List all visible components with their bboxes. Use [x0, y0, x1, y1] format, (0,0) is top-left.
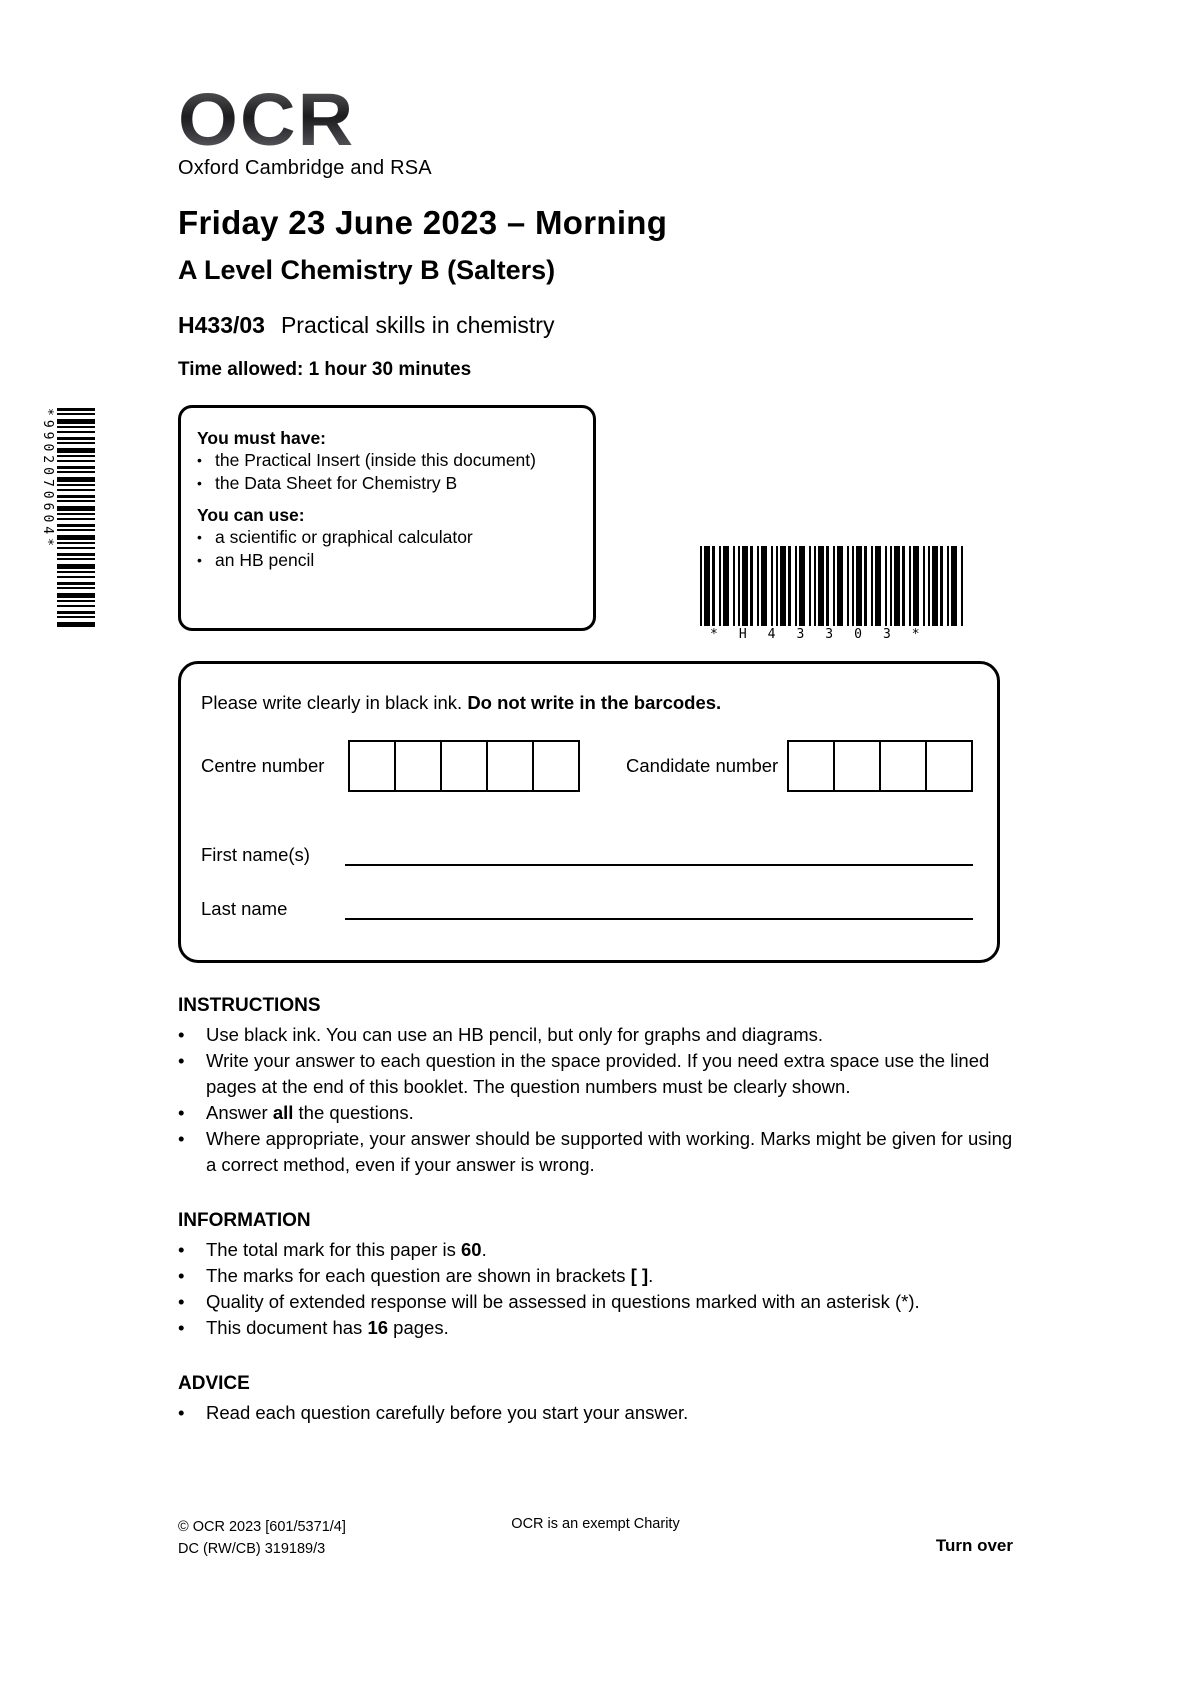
list-item-text: the Data Sheet for Chemistry B — [215, 473, 458, 494]
list-item-text: Where appropriate, your answer should be supported with working. Marks might be given for using a correct method, even if your answer is wrong. — [206, 1128, 1013, 1176]
instructions-list — [178, 1022, 1014, 1178]
advice-list — [178, 1400, 1014, 1426]
number-cell[interactable] — [787, 740, 835, 792]
last-name-label: Last name — [201, 898, 288, 920]
turn-over-label: Turn over — [935, 1536, 1013, 1555]
information-list — [178, 1237, 1014, 1341]
bullet-icon: • — [197, 529, 202, 546]
must-have-label: You must have: — [197, 428, 327, 449]
first-name-label: First name(s) — [201, 844, 310, 866]
bullet-icon: • — [178, 1024, 185, 1046]
list-item — [178, 1263, 1014, 1289]
ink-instruction-normal: Please write clearly in black ink. — [201, 692, 468, 714]
bullet-icon: • — [197, 475, 202, 492]
dc-code-line: DC (RW/CB) 319189/3 — [178, 1541, 326, 1557]
bullet-icon: • — [178, 1291, 185, 1313]
information-section — [178, 1210, 1014, 1341]
candidate-number-label: Candidate number — [626, 755, 779, 777]
list-item — [178, 1237, 1014, 1263]
number-cell[interactable] — [833, 740, 881, 792]
number-cell[interactable] — [486, 740, 534, 792]
list-item-text: a scientific or graphical calculator — [215, 527, 473, 548]
list-item-text: an HB pencil — [215, 550, 315, 571]
candidate-number-input[interactable] — [787, 740, 973, 792]
number-cell[interactable] — [440, 740, 488, 792]
materials-box — [178, 405, 596, 631]
exam-date-title: Friday 23 June 2023 – Morning — [178, 204, 668, 242]
ink-instruction-bold: Do not write in the barcodes. — [467, 692, 722, 714]
advice-heading: ADVICE — [178, 1373, 250, 1395]
ocr-logo-text: OCR — [178, 78, 356, 161]
charity-line: OCR is an exempt Charity — [511, 1516, 680, 1532]
paper-title: Practical skills in chemistry — [280, 312, 555, 339]
list-item-text: the Practical Insert (inside this document) — [215, 450, 536, 471]
list-item — [178, 1022, 1014, 1048]
bullet-icon: • — [197, 552, 202, 569]
paper-barcode-text: *H43303* — [710, 627, 941, 642]
centre-number-input[interactable] — [348, 740, 580, 792]
list-item — [178, 1126, 1014, 1178]
footer-copyright-block — [178, 1516, 346, 1560]
bullet-icon: • — [178, 1102, 185, 1124]
list-item-text: Write your answer to each question in the space provided. If you need extra space use the lined pages at the end of this booklet. The question numbers must be clearly shown. — [206, 1050, 990, 1098]
last-name-row — [201, 892, 973, 920]
advice-section — [178, 1373, 1014, 1426]
bullet-icon: • — [178, 1050, 185, 1072]
list-item-text: The total mark for this paper is 60. — [206, 1239, 487, 1261]
centre-number-label: Centre number — [201, 755, 325, 777]
paper-code: H433/03 — [178, 312, 265, 339]
list-item — [178, 1315, 1014, 1341]
vertical-barcode — [40, 408, 95, 628]
candidate-details-box — [178, 661, 1000, 963]
list-item — [178, 1100, 1014, 1126]
ocr-logo — [178, 78, 1014, 180]
number-cell[interactable] — [394, 740, 442, 792]
copyright-line: © OCR 2023 [601/5371/4] — [178, 1519, 346, 1535]
number-cell[interactable] — [532, 740, 580, 792]
list-item-text: This document has 16 pages. — [206, 1317, 449, 1339]
list-item — [197, 472, 577, 495]
ocr-logo-subtext: Oxford Cambridge and RSA — [178, 157, 432, 180]
list-item — [178, 1048, 1014, 1100]
vertical-barcode-bars — [57, 408, 95, 628]
list-item — [197, 526, 577, 549]
time-allowed: Time allowed: 1 hour 30 minutes — [178, 359, 472, 381]
list-item-text: Read each question carefully before you start your answer. — [206, 1402, 689, 1424]
bullet-icon: • — [197, 452, 202, 469]
first-name-row — [201, 838, 973, 866]
must-have-list — [197, 449, 577, 495]
list-item-text: Use black ink. You can use an HB pencil, but only for graphs and diagrams. — [206, 1024, 824, 1046]
list-item — [178, 1289, 1014, 1315]
list-item — [197, 449, 577, 472]
can-use-label: You can use: — [197, 505, 305, 526]
qualification-title: A Level Chemistry B (Salters) — [178, 255, 556, 286]
instructions-heading: INSTRUCTIONS — [178, 995, 321, 1017]
bullet-icon: • — [178, 1265, 185, 1287]
bullet-icon: • — [178, 1128, 185, 1150]
first-name-input[interactable] — [345, 838, 973, 866]
ink-instruction — [201, 692, 973, 714]
last-name-input[interactable] — [345, 892, 973, 920]
paper-code-line — [178, 312, 1014, 339]
list-item — [178, 1400, 1014, 1426]
number-cell[interactable] — [925, 740, 973, 792]
number-cell[interactable] — [879, 740, 927, 792]
bullet-icon: • — [178, 1402, 185, 1424]
number-cell[interactable] — [348, 740, 396, 792]
information-heading: INFORMATION — [178, 1210, 311, 1232]
list-item-text: Answer all the questions. — [206, 1102, 414, 1124]
bullet-icon: • — [178, 1239, 185, 1261]
list-item-text: The marks for each question are shown in brackets [ ]. — [206, 1265, 654, 1287]
list-item-text: Quality of extended response will be assessed in questions marked with an asterisk (*). — [206, 1291, 920, 1313]
page-footer — [178, 1516, 1013, 1576]
vertical-barcode-text: *9902070604* — [40, 408, 55, 550]
number-entry-row — [201, 740, 973, 792]
list-item — [197, 549, 577, 572]
can-use-list — [197, 526, 577, 572]
bullet-icon: • — [178, 1317, 185, 1339]
instructions-section — [178, 995, 1014, 1178]
